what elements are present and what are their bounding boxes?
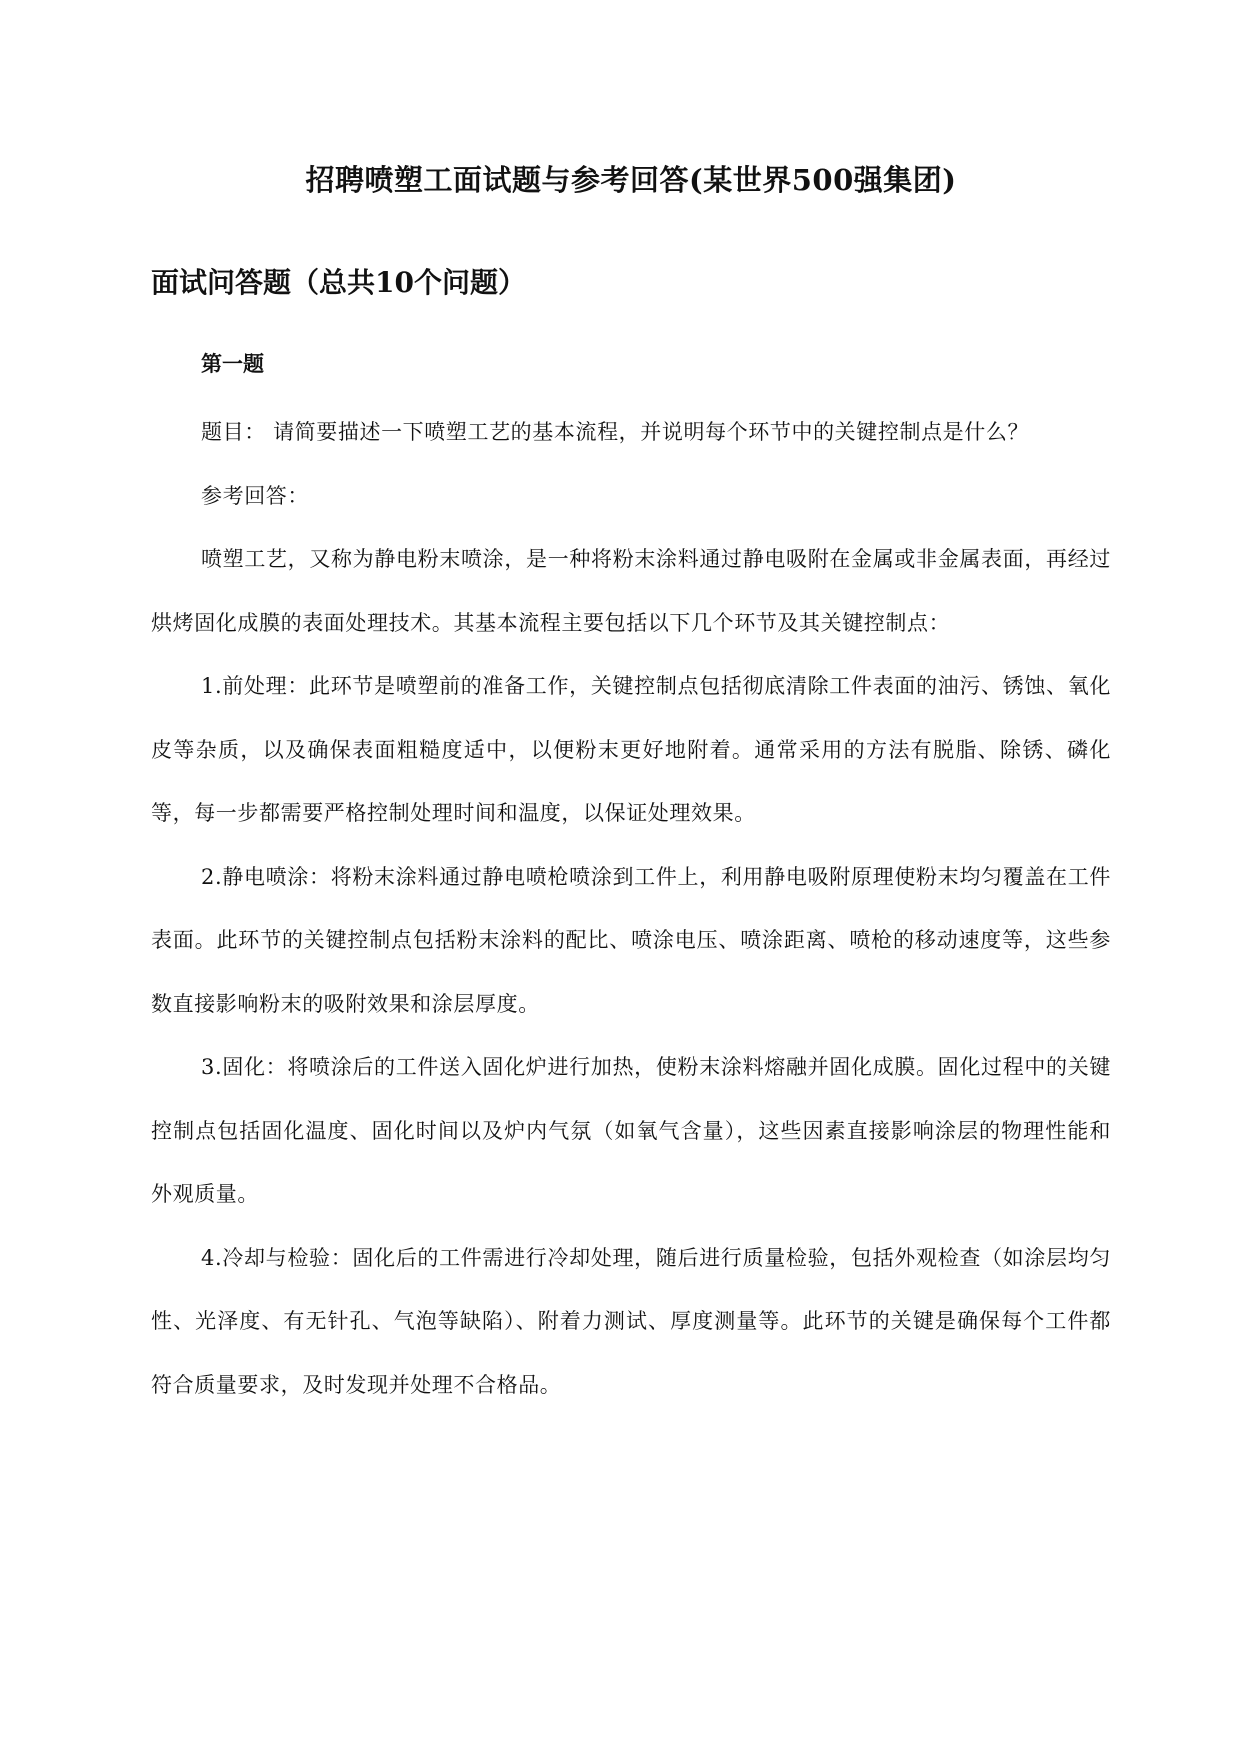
section-heading: 面试问答题（总共10个问题） [151, 266, 526, 299]
question-label: 第一题 [201, 351, 264, 376]
answer-label: 参考回答： [201, 483, 309, 508]
document-title: 招聘喷塑工面试题与参考回答(某世界500强集团) [305, 163, 957, 197]
answer-paragraph: 3.固化：将喷涂后的工件送入固化炉进行加热，使粉末涂料熔融并固化成膜。固化过程中的关键控制点包括固化温度、固化时间以及炉内气氛（如氧气含量），这些因素直接影响涂层的物理性能和外观质量。 [151, 1055, 1111, 1206]
answer-paragraph: 2.静电喷涂：将粉末涂料通过静电喷枪喷涂到工件上，利用静电吸附原理使粉末均匀覆盖在工件表面。此环节的关键控制点包括粉末涂料的配比、喷涂电压、喷涂距离、喷枪的移动速度等，这些参数直接影响粉末的吸附效果和涂层厚度。 [151, 864, 1111, 1016]
answer-paragraph: 1.前处理：此环节是喷塑前的准备工作，关键控制点包括彻底清除工件表面的油污、锈蚀、氧化皮等杂质，以及确保表面粗糙度适中，以便粉末更好地附着。通常采用的方法有脱脂、除锈、磷化等，每一步都需要严格控制处理时间和温度，以保证处理效果。 [151, 674, 1111, 825]
question-prompt: 题目： 请简要描述一下喷塑工艺的基本流程，并说明每个环节中的关键控制点是什么？ [201, 420, 1030, 444]
answer-paragraph: 喷塑工艺，又称为静电粉末喷涂，是一种将粉末涂料通过静电吸附在金属或非金属表面，再经过烘烤固化成膜的表面处理技术。其基本流程主要包括以下几个环节及其关键控制点： [151, 547, 1111, 635]
answer-paragraph: 4.冷却与检验：固化后的工件需进行冷却处理，随后进行质量检验，包括外观检查（如涂层均匀性、光泽度、有无针孔、气泡等缺陷）、附着力测试、厚度测量等。此环节的关键是确保每个工件都符合质量要求，及时发现并处理不合格品。 [151, 1245, 1111, 1397]
